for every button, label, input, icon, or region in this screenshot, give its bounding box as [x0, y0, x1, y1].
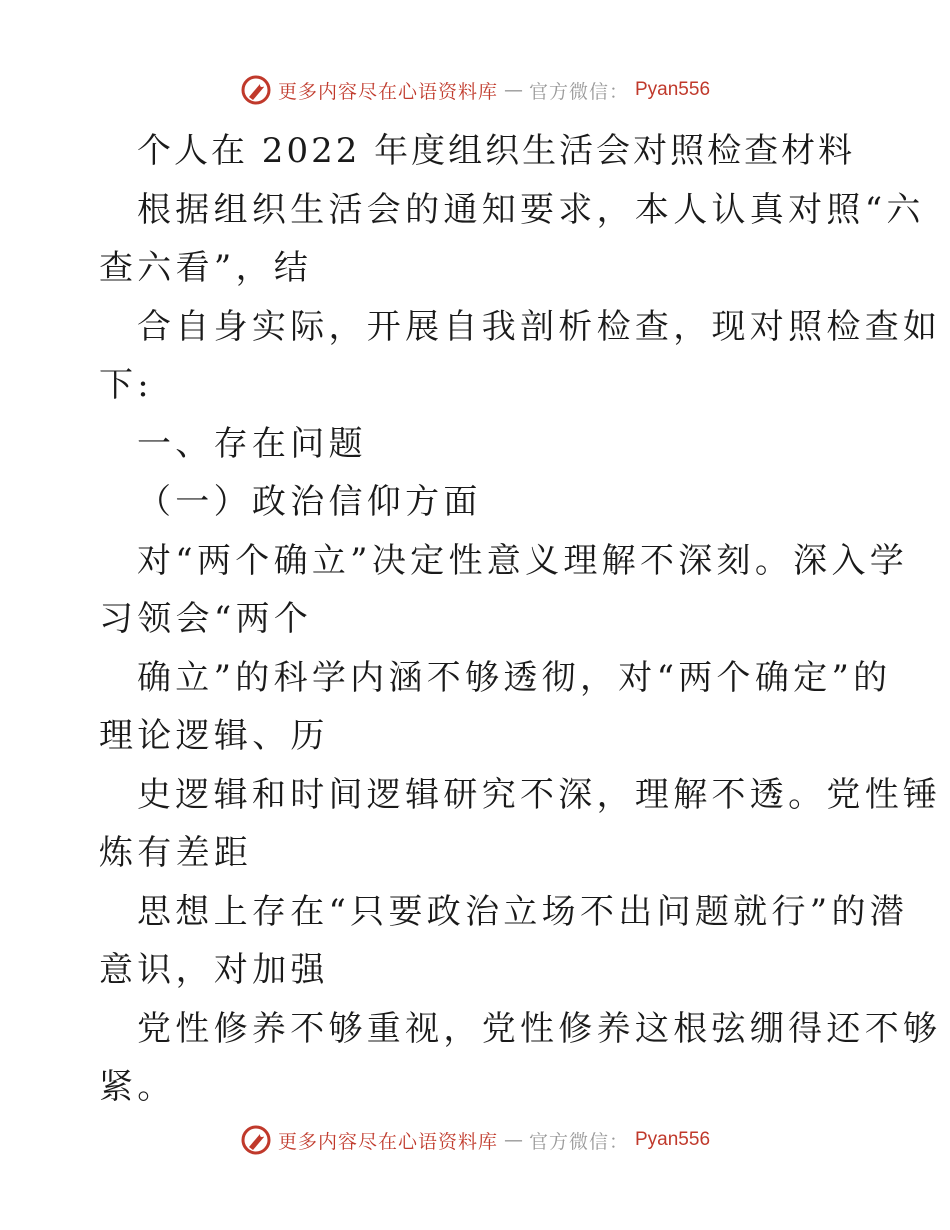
header-watermark	[0, 72, 950, 108]
footer-watermark	[0, 1122, 950, 1158]
document-title: 个人在 2022 年度组织生活会对照检查材料	[137, 131, 856, 171]
logo-icon	[240, 74, 272, 106]
paragraph-line: 根据组织生活会的通知要求，本人认真对照“六	[137, 189, 925, 230]
subsection-heading: （一）政治信仰方面	[137, 482, 482, 522]
watermark-label: 官方微信：	[528, 1130, 629, 1153]
watermark-site: 更多内容尽在心语资料库	[277, 1130, 498, 1153]
section-heading: 一、存在问题	[137, 423, 367, 464]
watermark-separator: —	[503, 1129, 523, 1151]
paragraph-line: 党性修养不够重视，党性修养这根弦绷得还不够	[137, 1008, 942, 1049]
paragraph-line: 合自身实际，开展自我剖析检查，现对照检查如	[137, 306, 942, 347]
watermark-wechat-id: Pyan556	[635, 1129, 711, 1150]
watermark-separator: —	[503, 79, 523, 101]
paragraph-line: 理论逻辑、历	[99, 716, 329, 756]
paragraph-line: 对“两个确立”决定性意义理解不深刻。深入学	[137, 540, 909, 581]
paragraph-line: 意识，对加强	[99, 950, 329, 990]
watermark-site: 更多内容尽在心语资料库	[277, 80, 498, 103]
paragraph-line: 确立”的科学内涵不够透彻，对“两个确定”的	[137, 657, 892, 698]
paragraph-line: 紧。	[99, 1067, 176, 1107]
watermark-label: 官方微信：	[528, 80, 629, 103]
paragraph-line: 下:	[99, 365, 154, 405]
watermark-wechat-id: Pyan556	[635, 79, 711, 100]
paragraph-line: 习领会“两个	[99, 599, 313, 639]
paragraph-line: 炼有差距	[99, 833, 253, 873]
paragraph-line: 思想上存在“只要政治立场不出问题就行”的潜	[137, 891, 909, 932]
logo-icon	[240, 1124, 272, 1156]
paragraph-line: 史逻辑和时间逻辑研究不深，理解不透。党性锤	[137, 774, 942, 815]
document-body	[99, 122, 942, 1117]
paragraph-line: 查六看”，结	[99, 248, 313, 288]
